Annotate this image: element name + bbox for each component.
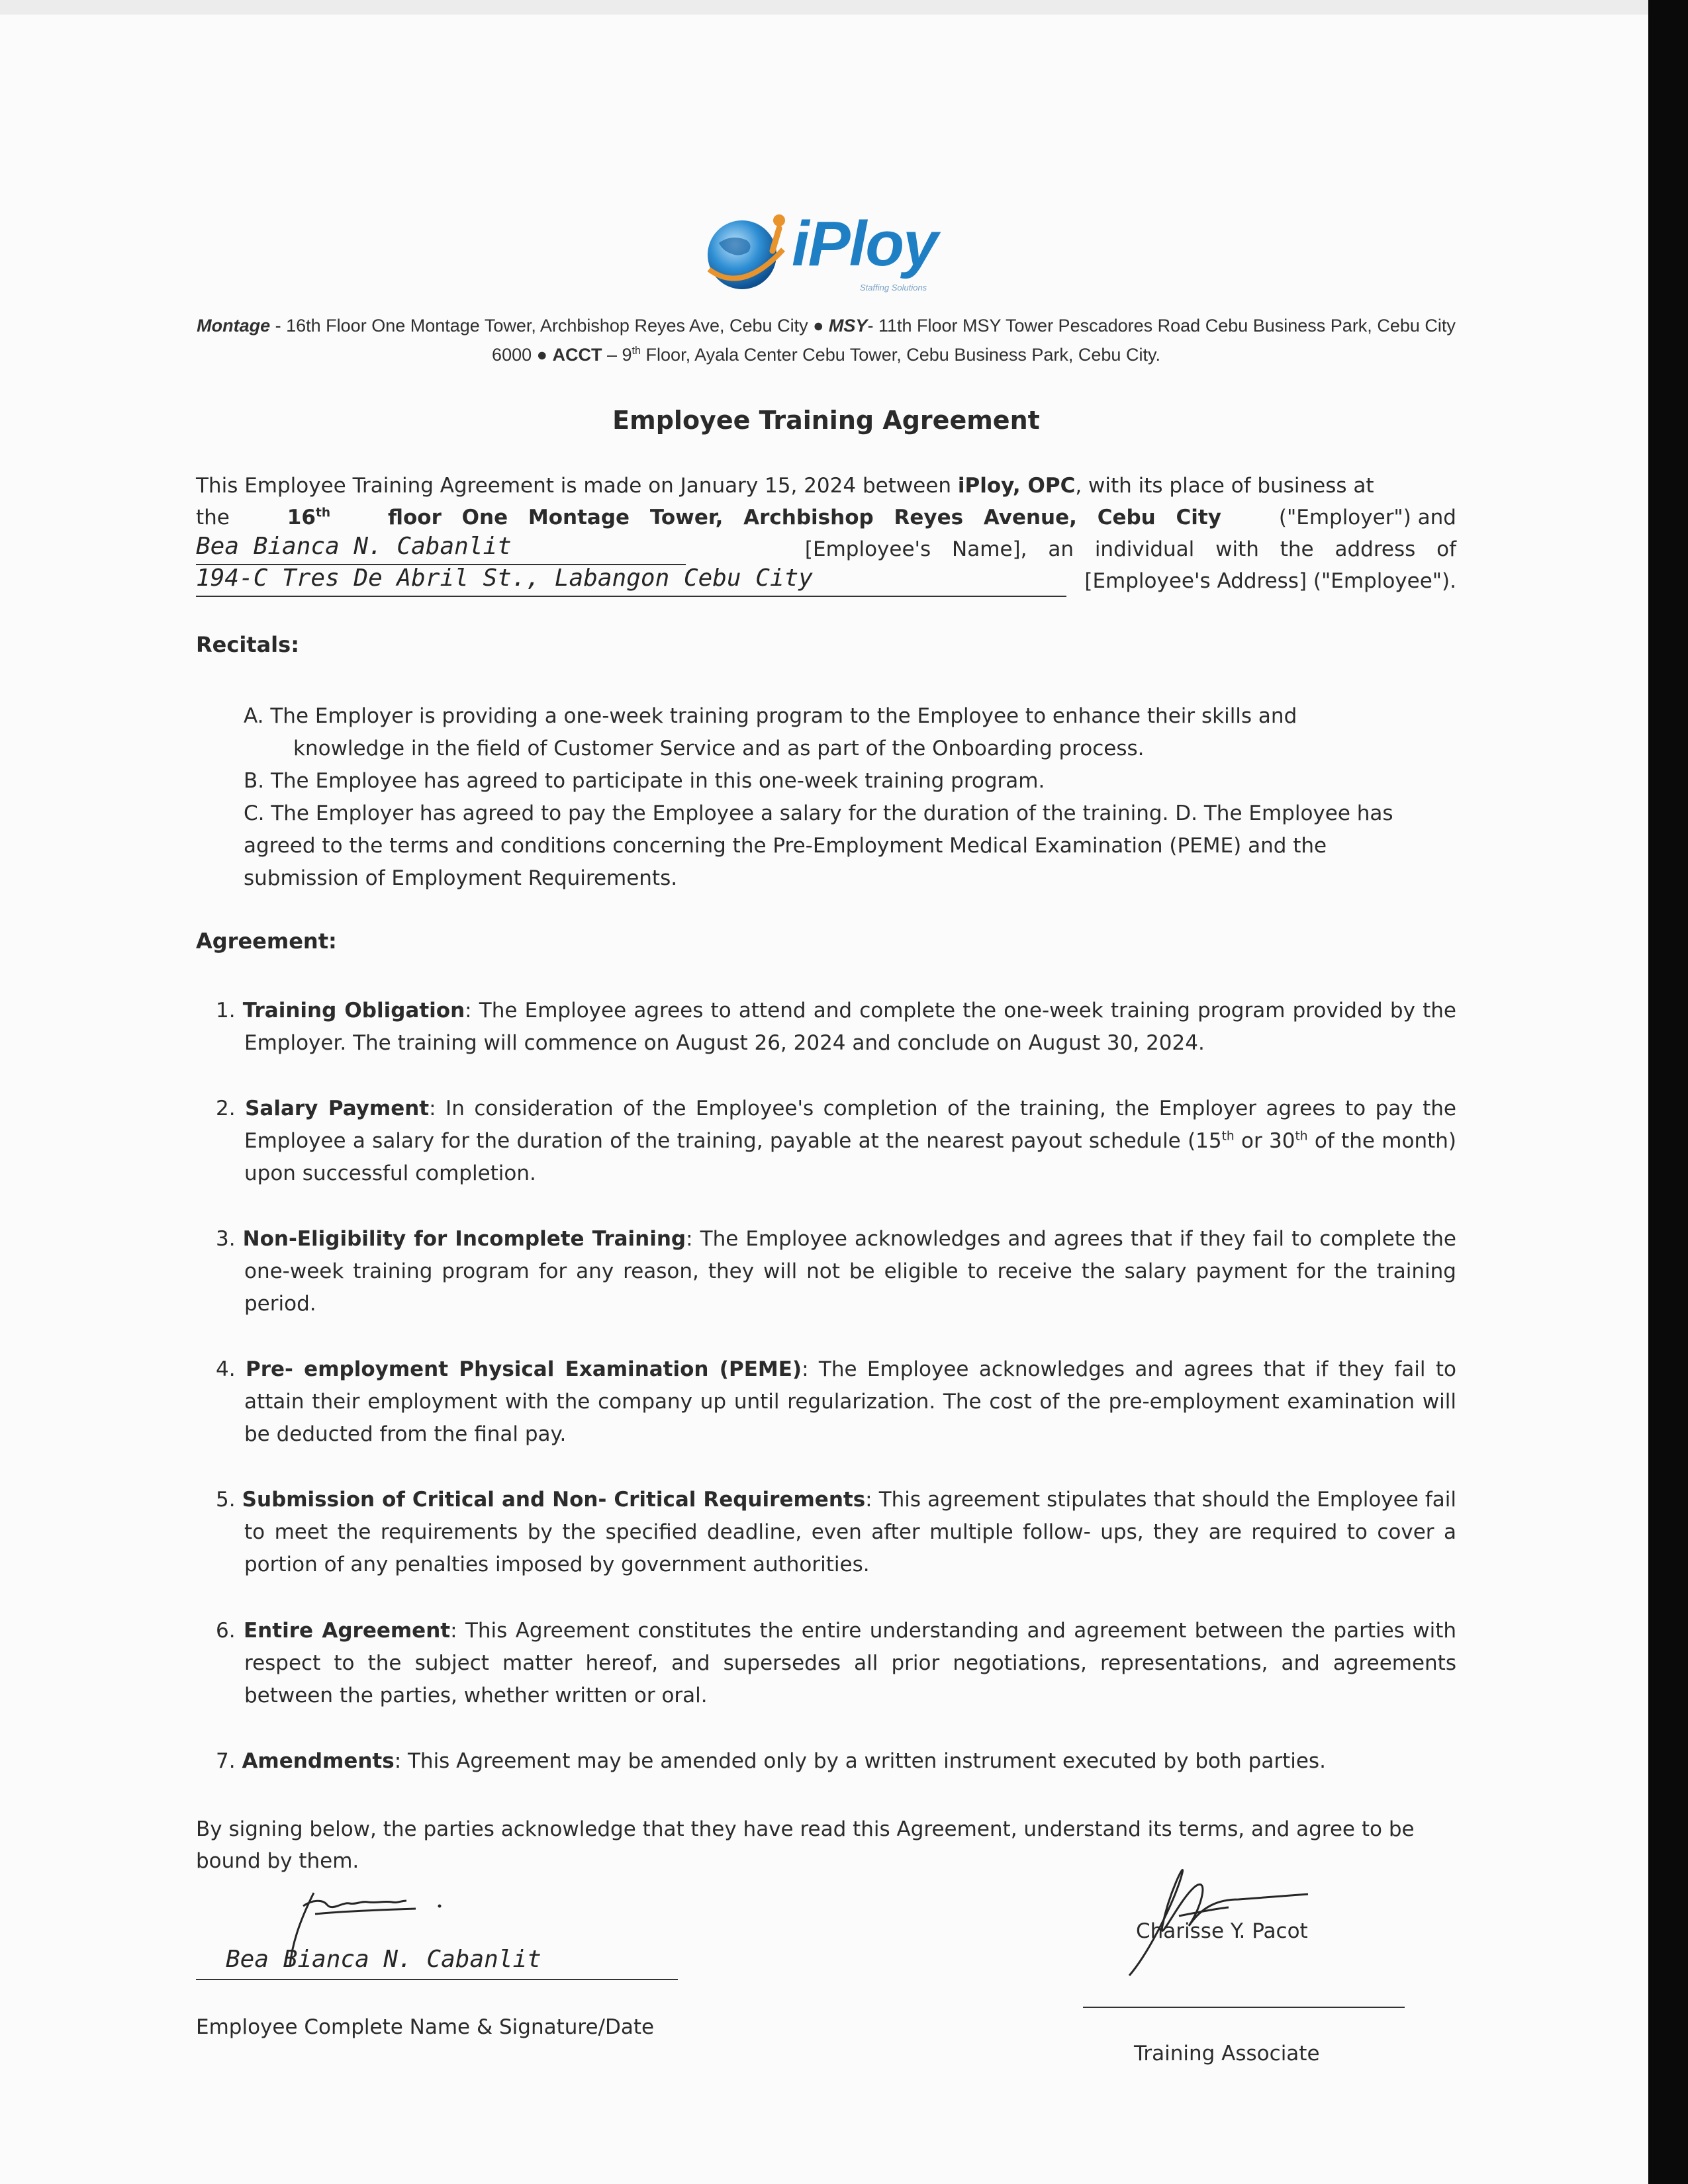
clause-title: Pre- employment Physical Examination (PEME) — [245, 1357, 802, 1381]
clause-5 — [196, 1484, 1456, 1581]
acct-label: ACCT — [552, 345, 602, 365]
bullet-icon: ● — [813, 316, 824, 336]
logo-tagline: Staffing Solutions — [860, 283, 927, 293]
office-addresses: Montage - 16th Floor One Montage Tower, Archbishop Reyes Ave, Cebu City ● MSY- 11th Floor MSY Tower Pescadores Road Cebu Business Park, Cebu City 6000 ● ACCT – 9th Floor, Ayala Center Cebu Tower, Cebu Business Park, Cebu City. — [197, 316, 1456, 365]
clause-title: Non-Eligibility for Incomplete Training — [242, 1227, 686, 1251]
acct-address-sup: th — [632, 345, 641, 357]
clause-title: Entire Agreement — [244, 1619, 451, 1643]
recital-c-cont: agreed to the terms and conditions concerning the Pre-Employment Medical Examination (PEME) and the — [244, 834, 1327, 858]
clause-title: Amendments — [242, 1749, 395, 1773]
msy-address: 11th Floor MSY Tower Pescadores Road Cebu Business Park, Cebu City 6000 — [492, 316, 1456, 365]
clause-number: 6. — [216, 1619, 236, 1643]
clause-text: : The Employee acknowledges and agrees that if they fail to complete the one-week training program for any reason, they will not be eligible to receive the salary payment for the training period. — [244, 1227, 1456, 1316]
clause-text: : The Employee agrees to attend and complete the one-week training program provided by the Employer. The training will commence on August 26, 2024 and conclude on August 30, 2024. — [244, 999, 1456, 1055]
intro-line-4 — [196, 565, 1456, 597]
intro-the: the — [196, 506, 230, 529]
clause-text: : This Agreement may be amended only by a written instrument executed by both parties. — [394, 1749, 1326, 1773]
floor-sup: th — [315, 506, 331, 520]
recitals-heading: Recitals: — [196, 632, 299, 657]
clause-number: 7. — [216, 1749, 236, 1773]
trainer-signature-caption: Training Associate — [1134, 2042, 1320, 2066]
logo-wordmark: iPloy — [792, 208, 937, 279]
employee-name-label: [Employee's Name], an individual with the address of — [804, 537, 1456, 561]
clause-text: : This agreement stipulates that should the Employee fail to meet the requirements by the specified deadline, even after multiple follow- ups, they are required to cover a portion of any penalties imposed by government authorities. — [244, 1488, 1456, 1576]
intro-line-1 — [196, 470, 1456, 502]
closing-statement: By signing below, the parties acknowledge that they have read this Agreement, understand its terms, and agree to be bound by them. — [196, 1817, 1415, 1873]
clause-number: 4. — [216, 1357, 236, 1381]
clause-number: 2. — [216, 1097, 236, 1120]
clause-text: : The Employee acknowledges and agrees that if they fail to attain their employment with the company up until regularization. The cost of the pre-employment examination will be deducted from the final pay. — [244, 1357, 1456, 1446]
clause-2 — [196, 1093, 1456, 1190]
clause-number: 5. — [216, 1488, 236, 1512]
clause-number: 1. — [216, 999, 236, 1023]
employee-address-handwritten: 194-C Tres De Abril St., Labangon Cebu City — [196, 565, 813, 592]
montage-address: 16th Floor One Montage Tower, Archbishop Reyes Ave, Cebu City — [286, 316, 808, 336]
recital-b: B. The Employee has agreed to participate in this one-week training program. — [244, 769, 1045, 793]
bullet-icon: ● — [536, 345, 547, 365]
msy-label: MSY — [828, 316, 868, 336]
floor-number: 16 — [287, 506, 316, 529]
employee-address-label: [Employee's Address] ("Employee"). — [1084, 569, 1456, 593]
company-name: iPloy, OPC — [957, 474, 1076, 498]
clause-text-end: of the month) upon successful completion. — [244, 1129, 1456, 1185]
trainer-signature-block — [1083, 1853, 1456, 2078]
clause-text: : In consideration of the Employee's completion of the training, the Employer agrees to pay the Employee a salary for the duration of the training, payable at the nearest payout schedule (15 — [244, 1097, 1456, 1153]
recital-c: C. The Employer has agreed to pay the Employee a salary for the duration of the training. D. The Employee has — [244, 801, 1393, 825]
employee-name-handwritten: Bea Bianca N. Cabanlit — [196, 533, 512, 560]
intro-line1-pre: This Employee Training Agreement is made on January 15, 2024 between — [196, 474, 951, 498]
clause-sup: th — [1221, 1129, 1235, 1144]
employer-label: ("Employer") and — [1278, 506, 1456, 529]
trainer-signature-scribble-icon — [1103, 1853, 1381, 1985]
agreement-heading: Agreement: — [196, 929, 337, 954]
clause-text: : This Agreement constitutes the entire understanding and agreement between the parties with respect to the subject matter hereof, and supersedes all prior negotiations, representations, and agreements between the parties, whether written or oral. — [244, 1619, 1456, 1707]
recital-a: A. The Employer is providing a one-week training program to the Employee to enhance their skills and — [244, 704, 1297, 728]
employee-signature-caption: Employee Complete Name & Signature/Date — [196, 2015, 655, 2039]
place-of-business: floor One Montage Tower, Archbishop Reyes Avenue, Cebu City — [388, 506, 1221, 529]
clause-title: Submission of Critical and Non- Critical Requirements — [242, 1488, 866, 1512]
clause-sup: th — [1295, 1129, 1308, 1144]
employee-address-field — [196, 565, 1066, 597]
trainer-signature-line — [1083, 2007, 1405, 2008]
clause-number: 3. — [216, 1227, 236, 1251]
clause-1 — [196, 995, 1456, 1060]
clause-7 — [196, 1745, 1456, 1778]
employee-signature-block — [196, 1880, 679, 2078]
intro-line1-post: , with its place of business at — [1075, 474, 1374, 498]
company-logo — [696, 208, 974, 301]
globe-logo-icon — [696, 208, 795, 295]
clause-3 — [196, 1223, 1456, 1320]
trainer-printed-name: Charisse Y. Pacot — [1136, 1919, 1308, 1943]
document-page — [196, 0, 1456, 2184]
scan-right-border — [1648, 0, 1688, 2184]
intro-line-3 — [196, 533, 1456, 565]
montage-label: Montage — [197, 316, 271, 336]
recital-a-cont: knowledge in the field of Customer Service and as part of the Onboarding process. — [293, 737, 1145, 760]
employee-name-field — [196, 533, 686, 565]
clause-title: Salary Payment — [245, 1097, 430, 1120]
intro-line-2 — [196, 502, 1456, 533]
recitals-list — [244, 700, 1456, 895]
intro-paragraph — [196, 470, 1456, 597]
acct-address-post: Floor, Ayala Center Cebu Tower, Cebu Business Park, Cebu City. — [641, 345, 1160, 365]
clause-6 — [196, 1615, 1456, 1712]
employee-signature-line — [196, 1979, 678, 1980]
clause-text-mid: or 30 — [1234, 1129, 1295, 1153]
document-title: Employee Training Agreement — [612, 406, 1040, 435]
recital-c-cont2: submission of Employment Requirements. — [244, 866, 678, 890]
clause-4 — [196, 1353, 1456, 1451]
employee-name-on-line: Bea Bianca N. Cabanlit — [226, 1946, 541, 1973]
acct-address-pre: – 9 — [606, 345, 632, 365]
clause-title: Training Obligation — [242, 999, 465, 1023]
